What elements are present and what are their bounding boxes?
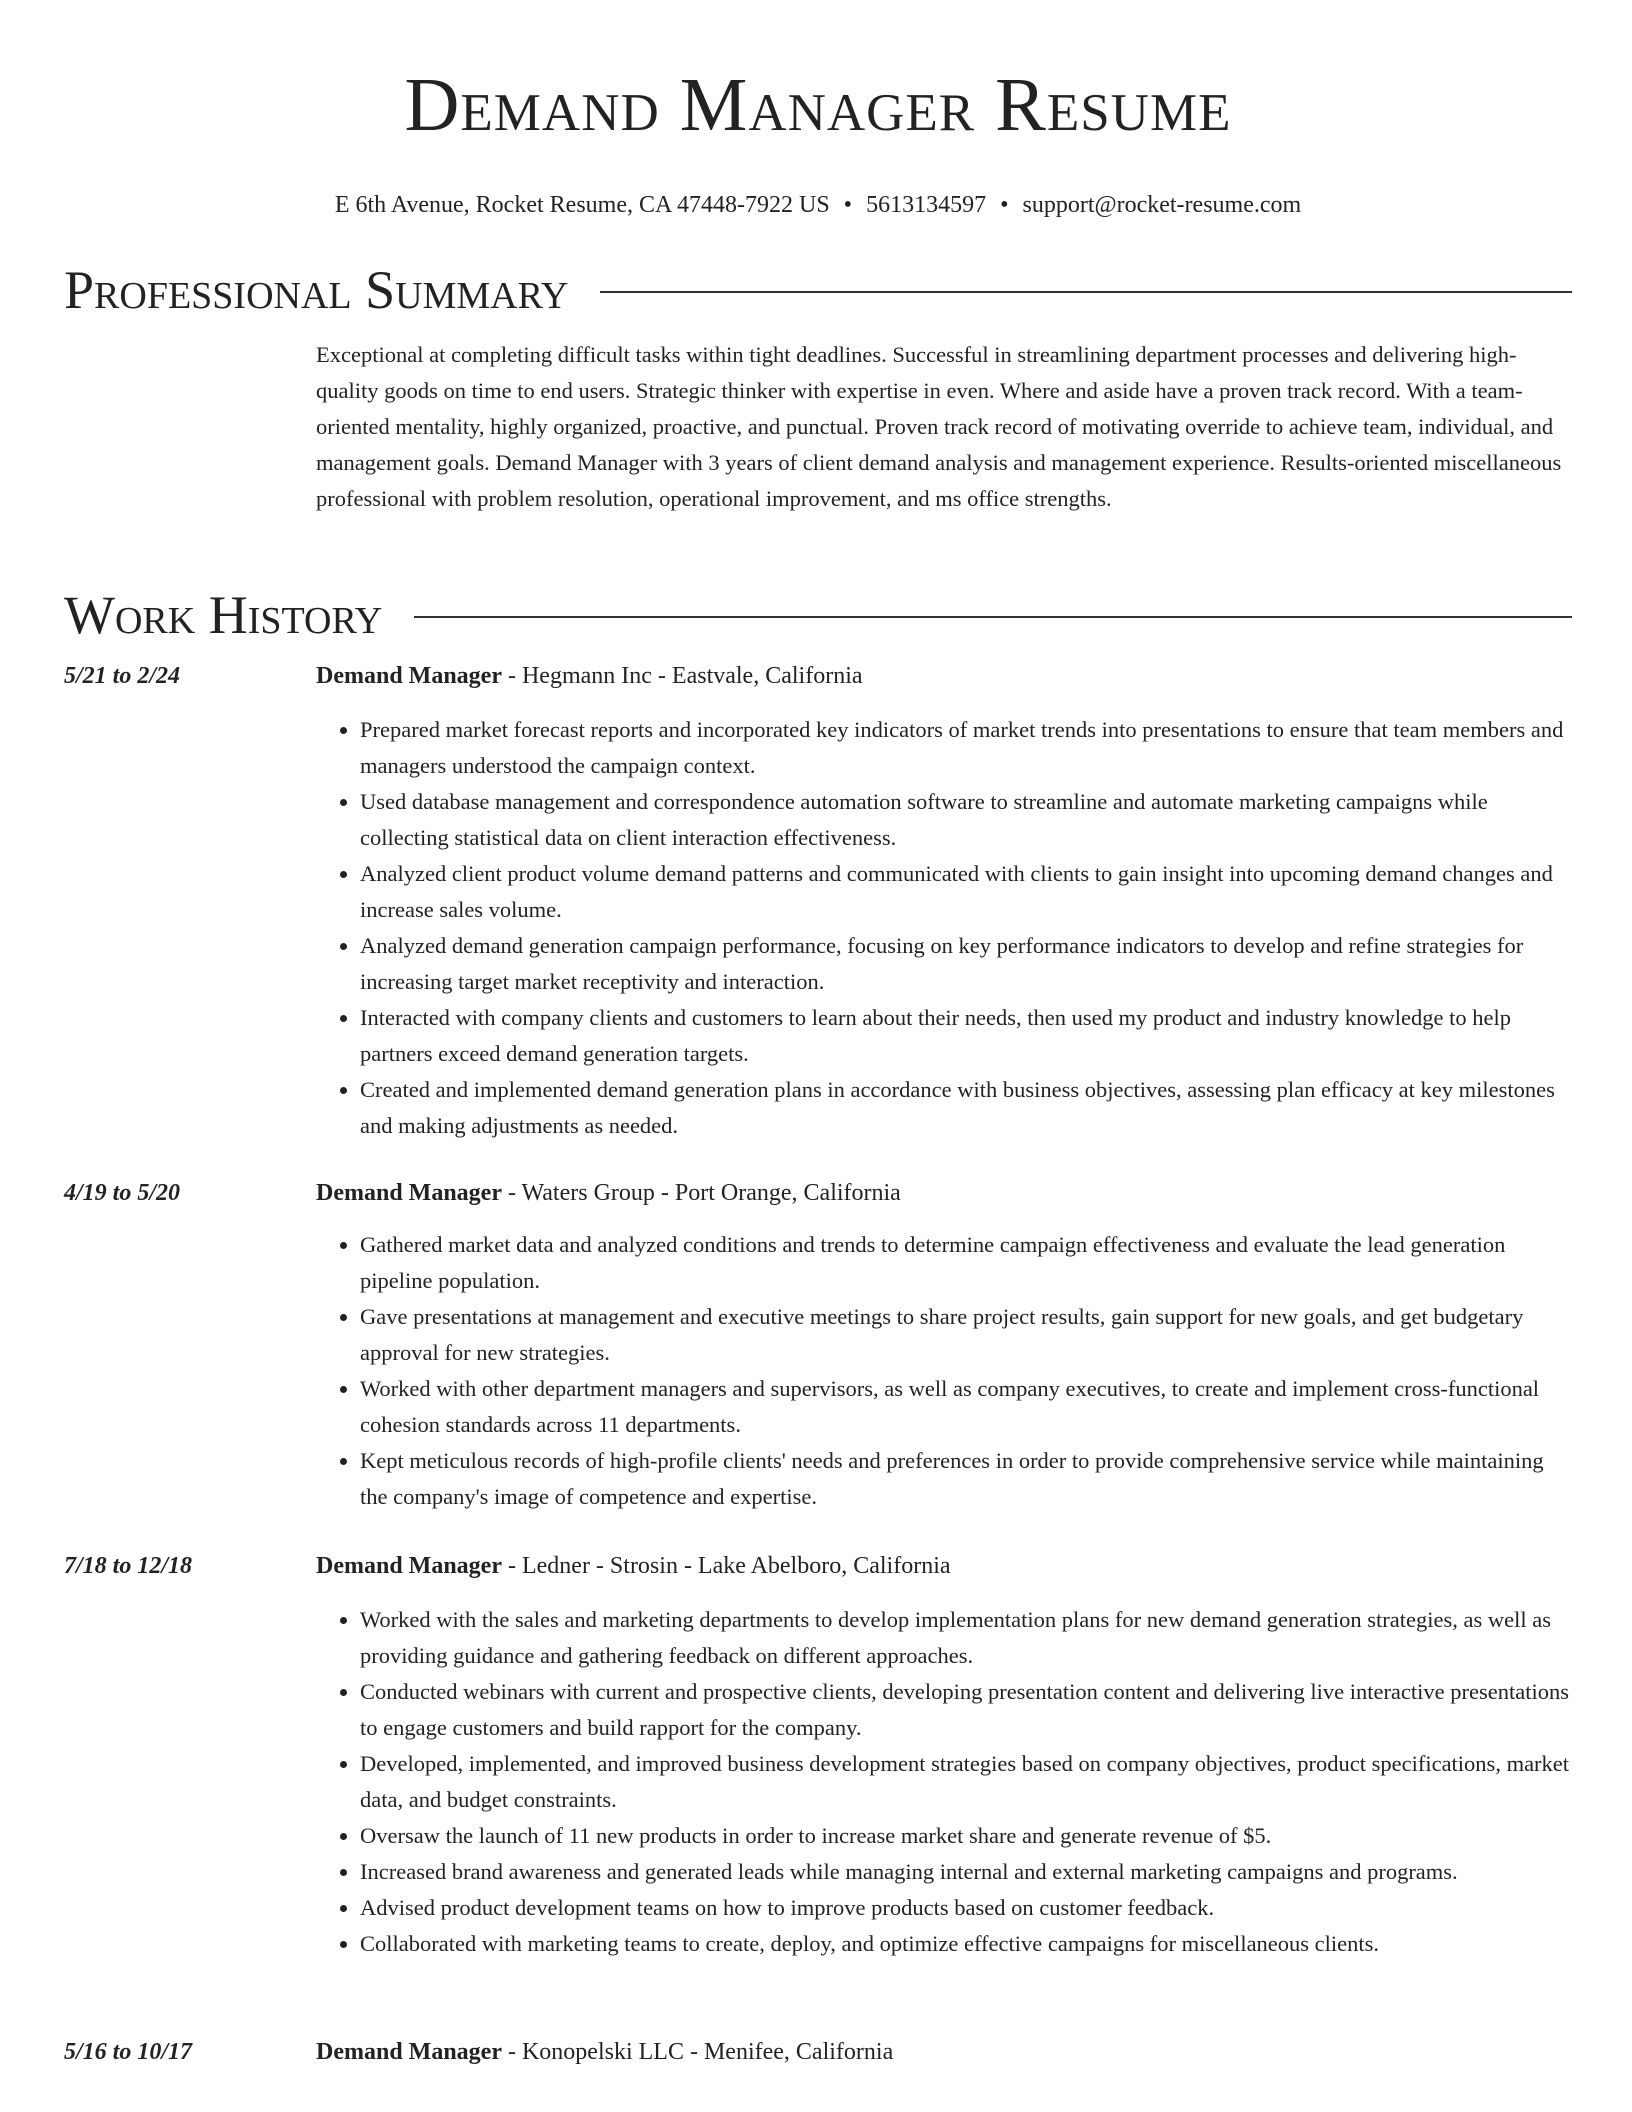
job-bullet: • Prepared market forecast reports and incorporated key indicators of market trends into presentations to ensure that team members and managers understood the campaign context. [360,712,1572,784]
job-bullet: • Advised product development teams on how to improve products based on customer feedback. [360,1890,1572,1926]
contact-phone: 5613134597 [866,192,987,218]
job-bullets [316,1227,1572,1515]
summary-section-header [64,258,1572,322]
job-dates: 4/19 to 5/20 [64,1180,181,1206]
contact-address: E 6th Avenue, Rocket Resume, CA 47448-7922 US [334,192,830,218]
job-bullet: • Collaborated with marketing teams to create, deploy, and optimize effective campaigns for miscellaneous clients. [360,1926,1572,1962]
contact-line [64,190,1572,220]
job-bullet: • Kept meticulous records of high-profile clients' needs and preferences in order to provide comprehensive service while maintaining the company's image of competence and expertise. [360,1443,1572,1515]
job-bullet: • Worked with other department managers and supervisors, as well as company executives, to create and implement cross-functional cohesion standards across 11 departments. [360,1371,1572,1443]
job-bullet: • Gathered market data and analyzed conditions and trends to determine campaign effectiveness and evaluate the lead generation pipeline population. [360,1227,1572,1299]
job-company: - Waters Group - Port Orange, California [501,1180,901,1206]
job-heading [316,2034,1572,2070]
job-bullet: • Used database management and correspondence automation software to streamline and automate marketing campaigns while collecting statistical data on client interaction effectiveness. [360,784,1572,856]
job-title: Demand Manager [316,2039,502,2065]
job-title: Demand Manager [316,663,502,689]
work-section-header [64,583,1572,647]
job-bullet: • Conducted webinars with current and prospective clients, developing presentation content and delivering live interactive presentations to engage customers and build rapport for the company. [360,1674,1572,1746]
job-bullet: • Analyzed demand generation campaign performance, focusing on key performance indicators to develop and refine strategies for increasing target market receptivity and interaction. [360,928,1572,1000]
job-heading [316,1548,1572,1584]
contact-email: support@rocket-resume.com [1022,192,1302,218]
job-heading [316,658,1572,694]
job-bullet: • Interacted with company clients and customers to learn about their needs, then used my product and industry knowledge to help partners exceed demand generation targets. [360,1000,1572,1072]
work-heading: Work History [64,585,383,645]
resume-page [64,0,1572,2065]
job-bullets [316,1602,1572,1962]
job-title: Demand Manager [316,1180,502,1206]
job-dates: 5/21 to 2/24 [64,663,181,689]
job-bullet: • Oversaw the launch of 11 new products in order to increase market share and generate revenue of $5. [360,1818,1572,1854]
contact-separator: • [1000,192,1009,218]
job-dates: 5/16 to 10/17 [64,2039,193,2065]
job-bullets [316,712,1572,1144]
contact-separator: • [843,192,853,218]
job-company: - Hegmann Inc - Eastvale, California [501,663,863,689]
job-company: - Ledner - Strosin - Lake Abelboro, California [501,1553,951,1579]
job-bullet: • Created and implemented demand generation plans in accordance with business objectives, assessing plan efficacy at key milestones and making adjustments as needed. [360,1072,1572,1144]
job-company: - Konopelski LLC - Menifee, California [501,2039,894,2065]
resume-title: Demand Manager Resume [404,63,1232,147]
job-heading [316,1175,1572,1211]
job-bullet: • Analyzed client product volume demand patterns and communicated with clients to gain insight into upcoming demand changes and increase sales volume. [360,856,1572,928]
section-divider [600,291,1572,293]
summary-text: Exceptional at completing difficult tasks within tight deadlines. Successful in streamlining department processes and delivering high-quality goods on time to end users. Strategic thinker with expertise in even. Where and aside have a proven track record. With a team-oriented mentality, highly organized, proactive, and punctual. Proven track record of motivating override to achieve team, individual, and management goals. Demand Manager with 3 years of client demand analysis and management experience. Results-oriented miscellaneous professional with problem resolution, operational improvement, and ms office strengths. [316,342,1562,511]
job-bullet: • Gave presentations at management and executive meetings to share project results, gain support for new goals, and get budgetary approval for new strategies. [360,1299,1572,1371]
summary-heading: Professional Summary [64,260,569,320]
job-title: Demand Manager [316,1553,502,1579]
job-bullet: • Increased brand awareness and generated leads while managing internal and external marketing campaigns and programs. [360,1854,1572,1890]
job-bullet: • Worked with the sales and marketing departments to develop implementation plans for new demand generation strategies, as well as providing guidance and gathering feedback on different approaches. [360,1602,1572,1674]
job-dates: 7/18 to 12/18 [64,1553,193,1579]
job-bullet: • Developed, implemented, and improved business development strategies based on company objectives, product specifications, market data, and budget constraints. [360,1746,1572,1818]
section-divider [414,616,1572,618]
